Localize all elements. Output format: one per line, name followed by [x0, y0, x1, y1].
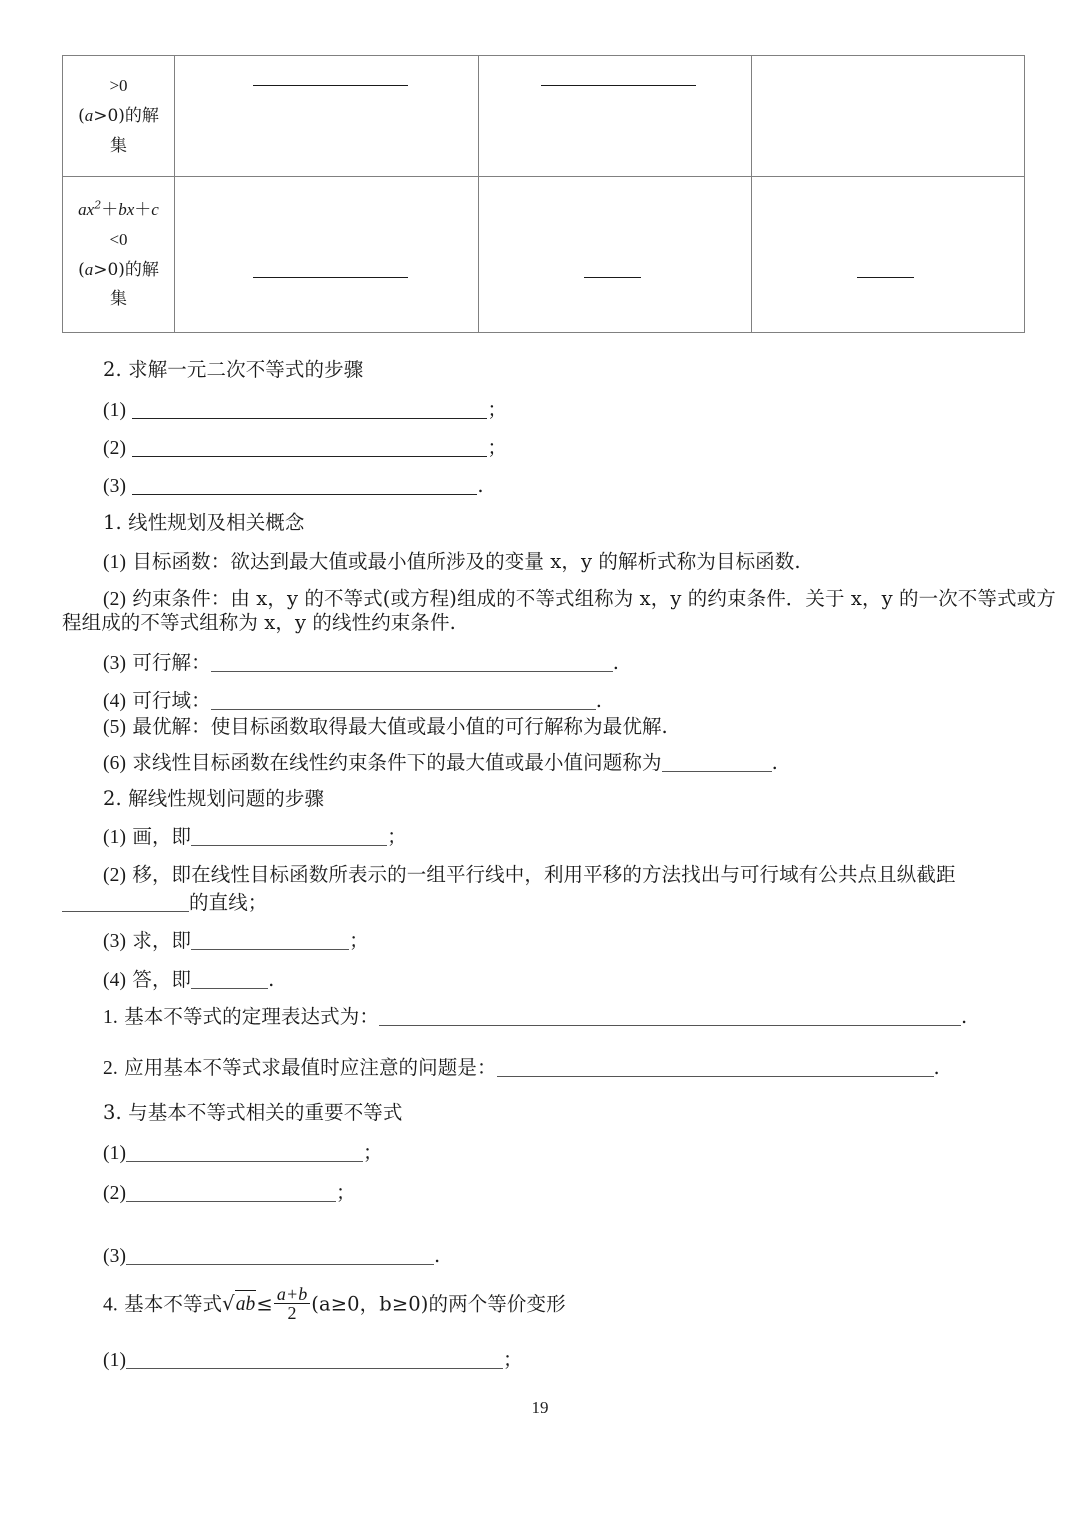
quad-step-3	[103, 473, 484, 500]
item-terminator: .	[434, 1244, 441, 1267]
item-terminator: ；	[336, 1181, 356, 1204]
answer-blank[interactable]	[857, 277, 914, 278]
table-row	[63, 56, 1025, 177]
lp-step-2-line1	[103, 862, 956, 889]
item-marker: (2)	[103, 1183, 127, 1204]
related-ineq-1	[103, 1140, 383, 1167]
item-label: 画，即	[132, 825, 192, 848]
item-text: 的直线；	[189, 891, 268, 914]
quad-step-1	[103, 397, 507, 424]
table-cell-r2c2	[175, 177, 479, 333]
item-terminator: ；	[503, 1348, 523, 1371]
lp-step-2-line2	[62, 890, 267, 916]
basic-ineq-item-2	[103, 1055, 940, 1082]
lp-step-4	[103, 967, 274, 994]
item-label: 基本不等式	[124, 1292, 223, 1316]
lp-concept-2-line2: 程组成的不等式组称为 x，y 的线性约束条件.	[62, 611, 456, 634]
item-marker: 1.	[103, 1007, 118, 1028]
answer-blank[interactable]	[191, 932, 349, 950]
answer-blank[interactable]	[253, 277, 408, 278]
item-terminator: .	[960, 1005, 968, 1028]
answer-blank[interactable]	[191, 971, 268, 989]
item-marker: (3)	[103, 653, 127, 674]
row2-label-line4: 集	[110, 289, 127, 310]
fraction-denominator: 2	[287, 1303, 297, 1324]
item-text: 移，即在线性目标函数所表示的一组平行线中，利用平移的方法找出与可行域有公共点且纵截距	[132, 863, 956, 886]
item-marker: (4)	[103, 691, 127, 712]
answer-blank[interactable]	[126, 1247, 434, 1265]
table-cell-label	[63, 56, 175, 177]
basic-ineq-item-4-sub-1	[103, 1347, 523, 1374]
item-marker: (5)	[103, 717, 127, 738]
item-label: 应用基本不等式求最值时应注意的问题是：	[124, 1056, 497, 1079]
lp-step-3	[103, 928, 369, 955]
inequality-solution-table	[62, 55, 1025, 333]
relation-symbol: ≤	[256, 1292, 273, 1316]
answer-blank[interactable]	[211, 692, 596, 710]
item-label: 基本不等式的定理表达式为：	[124, 1005, 379, 1028]
item-marker: (3)	[103, 476, 127, 497]
item-terminator: .	[595, 689, 603, 712]
heading-lp-concepts: 1. 线性规划及相关概念	[103, 511, 305, 534]
answer-blank[interactable]	[253, 85, 408, 86]
related-ineq-3	[103, 1243, 440, 1270]
row2-label-line1: $ax^2+bx+c$	[78, 197, 159, 220]
item-text: 最优解：使目标函数取得最大值或最小值的可行解称为最优解.	[132, 715, 668, 738]
item-marker: (1)	[103, 552, 127, 573]
answer-blank[interactable]	[584, 277, 641, 278]
table-row	[63, 177, 1025, 333]
item-marker: 2.	[103, 1058, 118, 1079]
answer-blank[interactable]	[191, 828, 387, 846]
fraction-numerator: a+b	[276, 1284, 308, 1304]
item-label: 可行解：	[132, 651, 211, 674]
lp-concept-5	[103, 714, 668, 741]
answer-blank[interactable]	[132, 477, 477, 495]
basic-ineq-item-1	[103, 1004, 967, 1031]
item-marker: (3)	[103, 931, 127, 952]
item-label: 答，即	[132, 968, 192, 991]
answer-blank[interactable]	[126, 1184, 336, 1202]
item-marker: 4.	[103, 1294, 118, 1316]
fraction	[274, 1285, 310, 1323]
table-cell-r1c2	[175, 56, 479, 177]
table-cell-r1c3	[479, 56, 752, 177]
item-marker: (3)	[103, 1246, 127, 1267]
heading-related-inequalities: 3. 与基本不等式相关的重要不等式	[103, 1101, 403, 1124]
answer-blank[interactable]	[126, 1351, 503, 1369]
lp-concept-1	[103, 549, 801, 576]
row2-label-line2: <0	[109, 229, 128, 249]
item-marker: (1)	[103, 1143, 127, 1164]
heading-quadratic-steps: 2. 求解一元二次不等式的步骤	[103, 358, 364, 381]
table-cell-r1c4	[752, 56, 1025, 177]
item-marker: (1)	[103, 827, 127, 848]
heading-lp-steps: 2. 解线性规划问题的步骤	[103, 787, 325, 810]
related-ineq-2	[103, 1180, 356, 1207]
item-terminator: .	[771, 751, 778, 774]
table-cell-label	[63, 177, 175, 333]
item-marker: (1)	[103, 400, 127, 421]
sqrt-expression: √ab	[222, 1290, 256, 1318]
item-label: 求，即	[132, 929, 192, 952]
answer-blank[interactable]	[62, 894, 189, 912]
row1-label-line3: 集	[110, 135, 127, 156]
item-text: 目标函数：欲达到最大值或最小值所涉及的变量 x，y 的解析式称为目标函数.	[132, 550, 801, 573]
lp-step-1	[103, 824, 407, 851]
row2-label	[63, 195, 174, 315]
item-marker: (4)	[103, 970, 127, 991]
item-marker: (1)	[103, 1350, 127, 1371]
item-marker: (2)	[103, 438, 127, 459]
item-text: 约束条件：由 x，y 的不等式(或方程)组成的不等式组称为 x，y 的约束条件．关于 x，y 的一次不等式或方	[132, 587, 1056, 610]
answer-blank[interactable]	[379, 1008, 961, 1026]
item-terminator: .	[268, 968, 275, 991]
item-terminator: .	[933, 1056, 940, 1079]
quad-step-2	[103, 435, 507, 462]
row1-label	[63, 71, 174, 161]
answer-blank[interactable]	[541, 85, 696, 86]
sqrt-radicand: ab	[235, 1290, 257, 1318]
answer-blank[interactable]	[211, 654, 613, 672]
item-marker: (2)	[103, 589, 127, 610]
lp-concept-3	[103, 650, 619, 677]
item-terminator: ；	[487, 436, 507, 459]
item-terminator: ；	[349, 929, 369, 952]
answer-blank[interactable]	[662, 754, 772, 772]
item-marker: (2)	[103, 865, 127, 886]
lp-concept-6	[103, 750, 778, 777]
table-cell-r2c3	[479, 177, 752, 333]
answer-blank[interactable]	[497, 1059, 934, 1077]
table-cell-r2c4	[752, 177, 1025, 333]
item-terminator: .	[612, 651, 620, 674]
basic-ineq-item-4	[103, 1285, 566, 1323]
item-terminator: ；	[387, 825, 407, 848]
answer-blank[interactable]	[126, 1144, 363, 1162]
item-terminator: ；	[363, 1141, 383, 1164]
row1-label-line1: >0	[109, 76, 128, 96]
answer-blank[interactable]	[132, 439, 487, 457]
item-terminator: .	[477, 474, 484, 497]
item-terminator: ；	[487, 398, 507, 421]
lp-concept-4	[103, 688, 602, 715]
item-label: 可行域：	[132, 689, 211, 712]
page-number: 19	[531, 1398, 549, 1417]
row1-label-line2: (a>0)的解	[78, 106, 159, 127]
answer-blank[interactable]	[132, 401, 487, 419]
item-condition: (a≥0，b≥0)的两个等价变形	[311, 1292, 566, 1316]
item-label: 求线性目标函数在线性约束条件下的最大值或最小值问题称为	[132, 751, 662, 774]
row2-label-line3: (a>0)的解	[78, 260, 159, 280]
item-marker: (6)	[103, 753, 127, 774]
